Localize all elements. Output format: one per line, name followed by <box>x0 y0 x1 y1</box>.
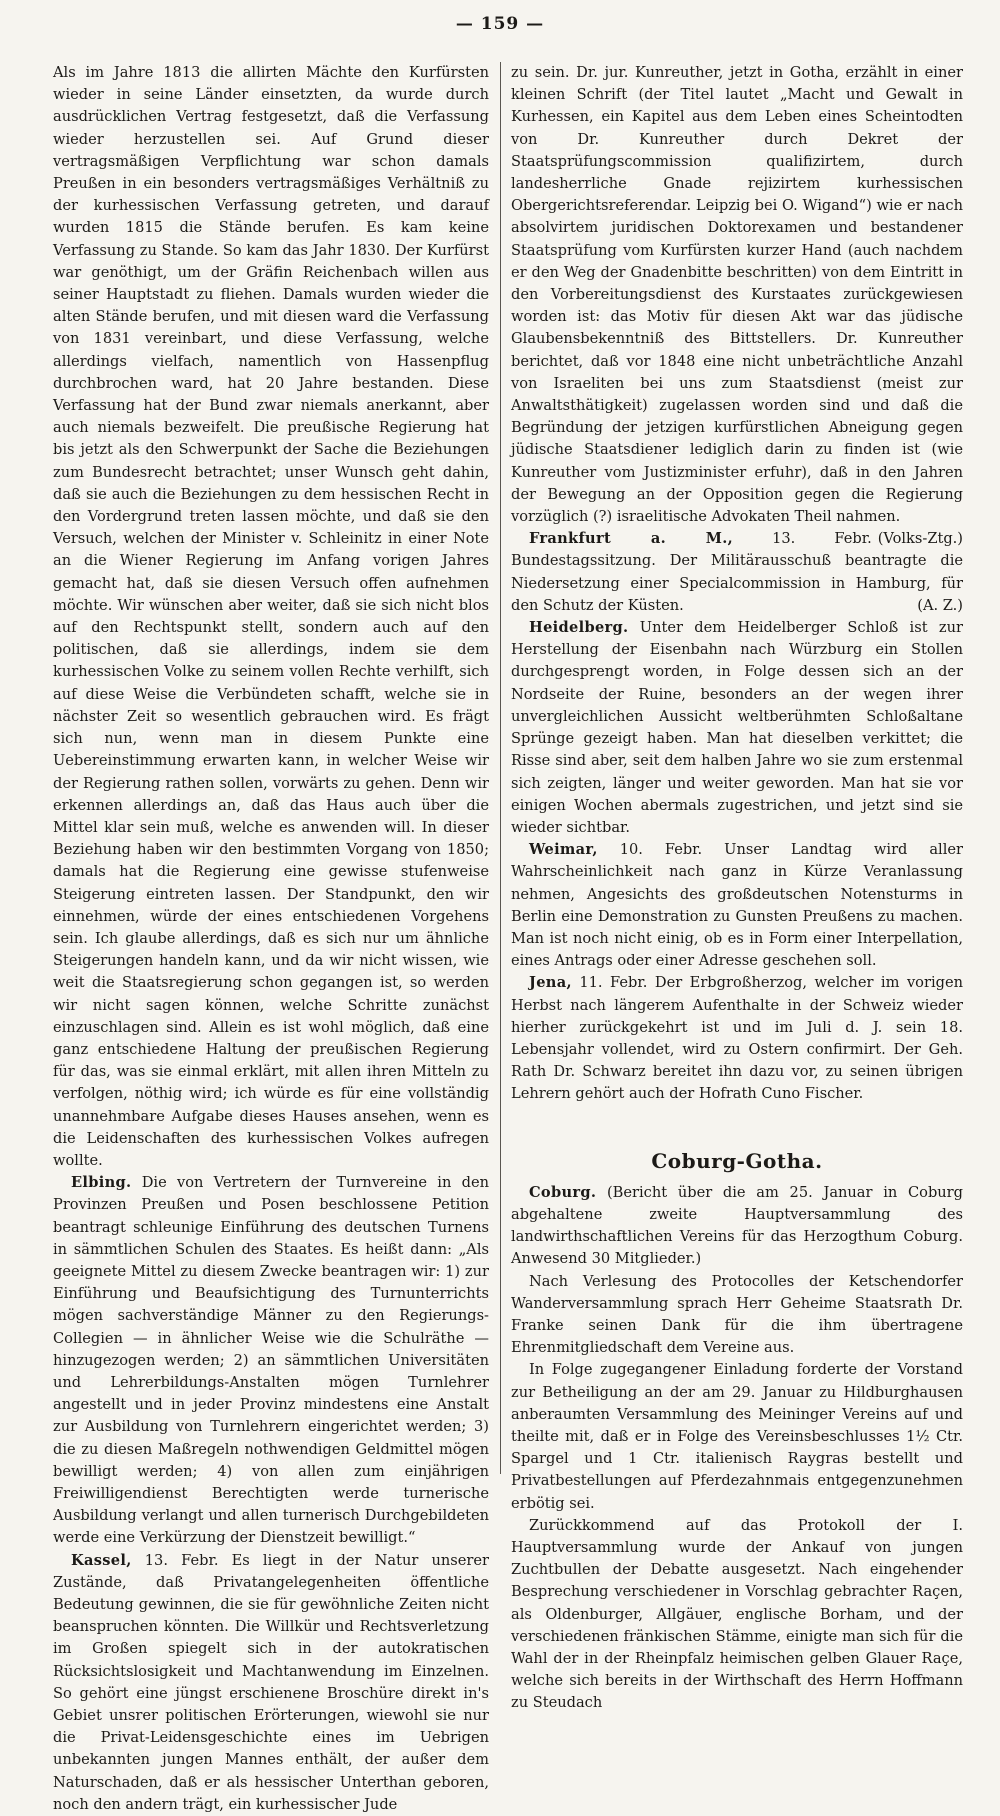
dateline-elbing: Elbing. <box>71 1174 132 1192</box>
article-heidelberg <box>511 617 963 839</box>
article-weimar-text: 10. Febr. Unser Landtag wird aller Wahrscheinlichkeit nach ganz in Kürze Veranlassung nehmen, Angesichts des großdeutschen Notensturms in Berlin eine Demonstration zu Gunsten Preußens zu machen. Man ist noch nicht einig, ob es in Form einer Interpellation, eines Antrags oder einer Adresse geschehen soll. <box>511 841 964 970</box>
article-coburg <box>511 1182 963 1271</box>
dateline-kassel: Kassel, <box>71 1551 132 1569</box>
source-a-z: (A. Z.) <box>917 596 963 614</box>
page-number: — 159 — <box>455 14 545 34</box>
article-kurhessen-paragraph: Als im Jahre 1813 die allirten Mächte den Kurfürsten wieder in seine Länder einsetzten, da wurde durch ausdrücklichen Vertrag festgesetzt, daß die Verfassung wieder herzustellen sei. Auf Grund dieser vertragsmäßigen Verpflichtung war schon damals Preußen in ein besonders vertragsmäßiges Verhältniß zu der kurhessischen Verfassung getreten, und darauf wurden 1815 die Stände berufen. Es kam keine Verfassung zu Stande. So kam das Jahr 1830. Der Kurfürst war genöthigt, um der Gräfin Reichenbach willen aus seiner Hauptstadt zu fliehen. Damals wurden wieder die alten Stände berufen, und mit diesen ward die Verfassung von 1831 vereinbart, und diese Verfassung, welche allerdings vielfach, namentlich von Hassenpflug durchbrochen ward, hat 20 Jahre bestanden. Diese Verfassung hat der Bund zwar niemals anerkannt, aber auch niemals bezweifelt. Die preußische Regierung hat bis jetzt als den Schwerpunkt der Sache die Beziehungen zum Bundesrecht betrachtet; unser Wunsch geht dahin, daß sie auch die Beziehungen zu dem hessischen Recht in den Vordergrund treten lassen möchte, und daß sie den Versuch, welchen der Minister v. Schleinitz in einer Note an die Wiener Regierung im Anfang vorigen Jahres gemacht hat, daß sie diesen Versuch offen aufnehmen möchte. Wir wünschen aber weiter, daß sie sich nicht blos auf den Rechtspunkt stellt, sondern auch auf den politischen, daß sie allerdings, indem sie dem kurhessischen Volke zu seinem vollen Rechte verhilft, sich auf diese Weise die Verbündeten schafft, welche sie in nächster Zeit so wesentlich gebrauchen wird. Es frägt sich nun, wenn man in diesem Punkte eine Uebereinstimmung erwarten kann, in welcher Weise wir der Regierung rathen sollen, vorwärts zu gehen. Denn wir erkennen allerdings an, daß das Haus auch über die Mittel klar sein muß, welche es anwenden will. In dieser Beziehung haben wir den bestimmten Vorgang von 1850; damals hat die Regierung eine gewisse stufenweise Steigerung eintreten lassen. Der Standpunkt, den wir einnehmen, würde der eines entschiedenen Vorgehens sein. Ich glaube allerdings, daß es sich nur um ähnliche Steigerungen handeln kann, und da wir nicht wissen, wie weit die Staatsregierung schon gegangen ist, so werden wir nicht sagen können, welche Schritte zunächst einzuschlagen sind. Allein es ist wohl möglich, daß eine ganz entschiedene Haltung der preußischen Regierung für das, was sie einmal erklärt, mit allen ihren Mitteln zu verfolgen, nöthig wird; ich würde es für eine vollständig unannehmbare Aufgabe dieses Hauses ansehen, wenn es die Leidenschaften des kurhessischen Volkes aufregen wollte. <box>53 64 489 1169</box>
dateline-heidelberg: Heidelberg. <box>529 619 629 637</box>
right-column <box>511 62 964 1712</box>
article-frankfurt-text: 13. Febr. Bundestagssitzung. Der Militärausschuß beantragte die Niedersetzung einer Specialcommission in Hamburg, für den Schutz der Küsten. <box>511 530 963 614</box>
left-column <box>53 62 490 1813</box>
column-divider <box>500 62 501 1474</box>
dateline-jena: Jena, <box>529 974 572 992</box>
article-coburg-paragraph-4: Zurückkommend auf das Protokoll der I. Hauptversammlung wurde der Ankauf von jungen Zuchtbullen der Debatte ausgesetzt. Nach eingehender Besprechung verschiedener in Vorschlag gebrachter Raçen, als Oldenburger, Allgäuer, englische Borham, und der verschiedenen fränkischen Stämme, einigte man sich für die Wahl der in der Rheinpfalz heimischen gelben Glauer Raçe, welche sich bereits in der Wirthschaft des Herrn Hoffmann zu Steudach <box>511 1516 963 1712</box>
dateline-frankfurt: Frankfurt a. M., <box>529 530 733 548</box>
article-kassel <box>53 1550 489 1816</box>
article-kassel-text: 13. Febr. Es liegt in der Natur unserer Zustände, daß Privatangelegenheiten öffentliche Bedeutung gewinnen, die sie für gewöhnliche Zeiten nicht beanspruchen könnten. Die Willkür und Rechtsverletzung im Großen spiegelt sich in der autokratischen Rücksichtslosigkeit und Machtanwendung im Einzelnen. So gehört eine jüngst erschienene Broschüre direkt in's Gebiet unsrer politischen Erörterungen, wiewohl sie nur die Privat-Leidensgeschichte eines im Uebrigen unbekannten jungen Mannes enthält, der außer dem Naturschaden, daß er als hessischer Unterthan geboren, noch den andern trägt, ein kurhessischer Jude <box>53 1551 489 1813</box>
article-coburg-text: (Bericht über die am 25. Januar in Coburg abgehaltene zweite Hauptversammlung des landwirthschaftlichen Vereins für das Herzogthum Coburg. Anwesend 30 Mitglieder.) <box>511 1183 964 1268</box>
article-coburg-paragraph-2: Nach Verlesung des Protocolles der Ketschendorfer Wanderversammlung sprach Herr Geheime Staatsrath Dr. Franke seinen Dank für die ihm übertragene Ehrenmitgliedschaft dem Vereine aus. <box>511 1272 963 1357</box>
article-jena <box>511 972 963 1105</box>
article-weimar <box>511 839 963 972</box>
article-heidelberg-text: Unter dem Heidelberger Schloß ist zur Herstellung der Eisenbahn nach Würzburg ein Stollen durchgesprengt worden, in Folge dessen sich an der Nordseite der Ruine, besonders an der wegen ihrer unvergleichlichen Aussicht weltberühmten Schloßaltane Sprünge gezeigt haben. Man hat dieselben verkittet; die Risse sind aber, seit dem halben Jahre wo sie zum erstenmal sich zeigten, länger und weiter geworden. Man hat sie vor einigen Wochen abermals zugestrichen, und jetzt sind sie wieder sichtbar. <box>511 619 963 836</box>
article-elbing-text: Die von Vertretern der Turnvereine in den Provinzen Preußen und Posen beschlossene Petition beantragt schleunige Einführung des deutschen Turnens in sämmtlichen Schulen des Staates. Es heißt dann: „Als geeignete Mittel zu diesem Zwecke beantragen wir: 1) zur Einführung und Beaufsichtigung des Turnunterrichts mögen sachverständige Männer zu den Regierungs-Collegien — in ähnlicher Weise wie die Schulräthe — hinzugezogen werden; 2) an sämmtlichen Universitäten und Lehrerbildungs-Anstalten mögen Turnlehrer angestellt und in jeder Provinz mindestens eine Anstalt zur Ausbildung von Turnlehrern eingerichtet werden; 3) die zu diesen Maßregeln nothwendigen Geldmittel mögen bewilligt werden; 4) von allen zum einjährigen Freiwilligendienst Berechtigten werde turnerische Ausbildung verlangt und allen turnerisch Durchgebildeten werde eine Verkürzung der Dienstzeit bewilligt.“ <box>53 1174 490 1547</box>
article-elbing <box>53 1172 489 1549</box>
dateline-weimar: Weimar, <box>529 841 598 859</box>
dateline-coburg: Coburg. <box>529 1183 597 1201</box>
source-volks-ztg: (Volks-Ztg.) <box>877 530 963 548</box>
article-jena-text: 11. Febr. Der Erbgroßherzog, welcher im vorigen Herbst nach längerem Aufenthalte in der Schweiz wieder hierher zurückgekehrt ist und im Juli d. J. sein 18. Lebensjahr vollendet, wird zu Ostern confirmirt. Der Geh. Rath Dr. Schwarz bereitet ihn dazu vor, zu seinen übrigen Lehrern gehört auch der Hofrath Cuno Fischer. <box>511 974 963 1103</box>
article-coburg-paragraph-3: In Folge zugegangener Einladung forderte der Vorstand zur Betheiligung an der am 29. Januar zu Hildburghausen anberaumten Versammlung des Meininger Vereins auf und theilte mit, daß er in Folge des Vereinsbeschlusses 1½ Ctr. Spargel und 1 Ctr. italienisch Raygras bestellt und Privatbestellungen auf Pferdezahnmais entgegenzunehmen erbötig sei. <box>511 1361 963 1512</box>
section-title-coburg-gotha: Coburg-Gotha. <box>651 1148 823 1173</box>
article-kassel-continued-text: zu sein. Dr. jur. Kunreuther, jetzt in Gotha, erzählt in einer kleinen Schrift (der Titel lautet „Macht und Gewalt in Kurhessen, ein Kapitel aus dem Leben eines Scheintodten von Dr. Kunreuther durch Dekret der Staatsprüfungscommission qualifizirtem, durch landesherrliche Gnade rejizirtem kurhessischen Obergerichtsreferendar. Leipzig bei O. Wigand“) wie er nach absolvirtem juridischen Doktorexamen und bestandener Staatsprüfung vom Kurfürsten kurzer Hand (auch nachdem er den Weg der Gnadenbitte beschritten) von dem Eintritt in den Vorbereitungsdienst des Kurstaates zurückgewiesen worden ist: das Motiv für diesen Akt war das jüdische Glaubensbekenntniß des Bittstellers. Dr. Kunreuther berichtet, daß vor 1848 eine nicht unbeträchtliche Anzahl von Israeliten bei uns zum Staatsdienst (meist zur Anwaltsthätigkeit) zugelassen worden sind und daß die Begründung der jetzigen kurfürstlichen Abneigung gegen jüdische Staatsdiener lediglich darin zu finden ist (wie Kunreuther vom Justizminister erfuhr), daß in den Jahren der Bewegung an der Opposition gegen die Regierung vorzüglich (?) israelitische Advokaten Theil nahmen. <box>511 64 963 526</box>
